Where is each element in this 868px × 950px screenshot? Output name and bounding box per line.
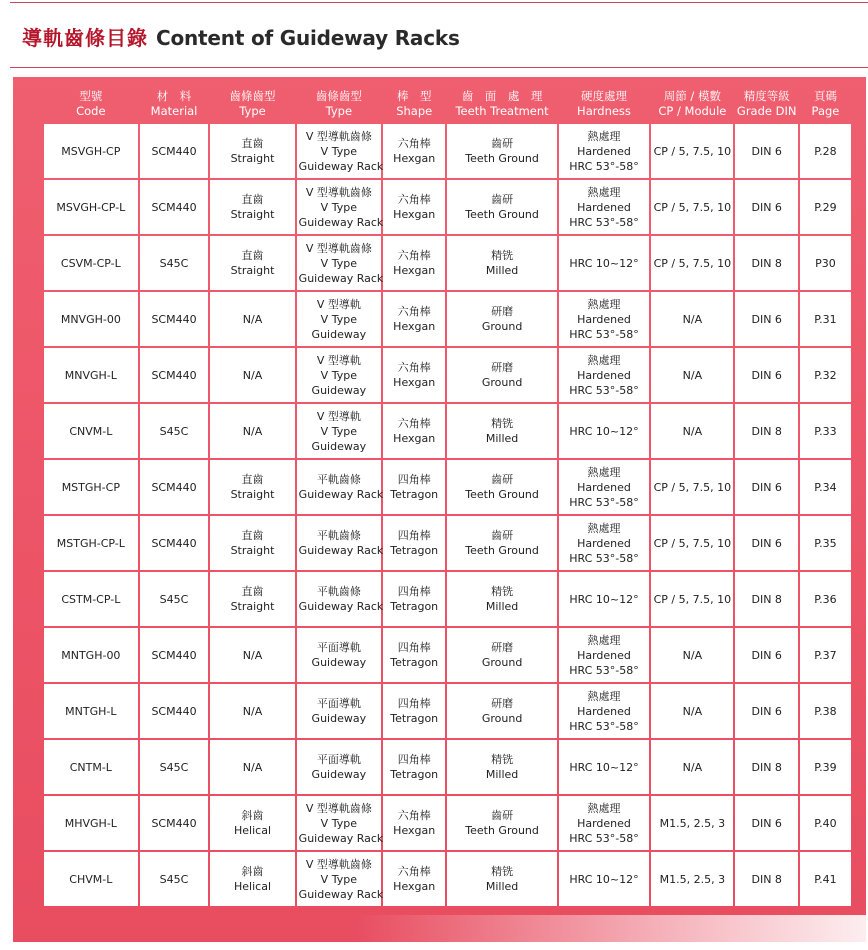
cell-shape: 六角棒 Hexgan	[383, 236, 445, 290]
cell-shape: 四角棒 Tetragon	[383, 516, 445, 570]
table-row	[44, 572, 851, 626]
cell-type: N/A	[210, 628, 294, 682]
page-title	[22, 22, 460, 51]
cell-grade-din: DIN 6	[735, 516, 797, 570]
cell-cp-module: N/A	[651, 348, 733, 402]
cell-code: CNVM-L	[44, 404, 138, 458]
header-hardness: 硬度處理 Hardness	[577, 89, 631, 118]
cell-shape: 四角棒 Tetragon	[383, 572, 445, 626]
cell-cp-module: N/A	[651, 404, 733, 458]
cell-cp-module: N/A	[651, 292, 733, 346]
cell-rack-type: 平面導軌 Guideway	[297, 684, 381, 738]
cell-code: CNTM-L	[44, 740, 138, 794]
cell-material: S45C	[140, 236, 209, 290]
table-row	[44, 796, 851, 850]
cell-code: CSVM-CP-L	[44, 236, 138, 290]
table-row	[44, 180, 851, 234]
cell-material: SCM440	[140, 684, 209, 738]
cell-page: P.32	[800, 348, 851, 402]
cell-rack-type: 平面導軌 Guideway	[297, 628, 381, 682]
cell-grade-din: DIN 6	[735, 460, 797, 514]
cell-type: 斜齒 Helical	[210, 796, 294, 850]
cell-teeth-treatment: 精铣 Milled	[447, 740, 556, 794]
table-row	[44, 852, 851, 906]
cell-cp-module: N/A	[651, 628, 733, 682]
cell-rack-type: V 型導軌齒條 V Type Guideway Rack	[297, 180, 381, 234]
cell-grade-din: DIN 6	[735, 292, 797, 346]
cell-type: N/A	[210, 404, 294, 458]
cell-teeth-treatment: 精铣 Milled	[447, 572, 556, 626]
cell-code: MHVGH-L	[44, 796, 138, 850]
cell-hardness: HRC 10~12°	[559, 572, 650, 626]
cell-cp-module: CP / 5, 7.5, 10	[651, 180, 733, 234]
cell-shape: 六角棒 Hexgan	[383, 796, 445, 850]
cell-cp-module: CP / 5, 7.5, 10	[651, 236, 733, 290]
cell-material: SCM440	[140, 348, 209, 402]
header-cp-module: 周節 / 模數 CP / Module	[658, 89, 727, 118]
cell-page: P.34	[800, 460, 851, 514]
cell-code: CHVM-L	[44, 852, 138, 906]
header-material: 材 料 Material	[150, 89, 198, 118]
cell-cp-module: N/A	[651, 684, 733, 738]
cell-shape: 六角棒 Hexgan	[383, 180, 445, 234]
cell-cp-module: M1.5, 2.5, 3	[651, 852, 733, 906]
cell-material: S45C	[140, 740, 209, 794]
cell-grade-din: DIN 8	[735, 236, 797, 290]
guideway-racks-table	[42, 84, 853, 908]
cell-code: MSVGH-CP	[44, 124, 138, 178]
cell-type: N/A	[210, 292, 294, 346]
header-grade-din: 精度等級 Grade DIN	[736, 89, 797, 118]
cell-material: SCM440	[140, 796, 209, 850]
cell-code: MSVGH-CP-L	[44, 180, 138, 234]
cell-type: 直齒 Straight	[210, 572, 294, 626]
cell-rack-type: V 型導軌齒條 V Type Guideway Rack	[297, 124, 381, 178]
cell-page: P.37	[800, 628, 851, 682]
cell-cp-module: M1.5, 2.5, 3	[651, 796, 733, 850]
cell-type: N/A	[210, 684, 294, 738]
table-row	[44, 348, 851, 402]
cell-grade-din: DIN 8	[735, 852, 797, 906]
cell-shape: 六角棒 Hexgan	[383, 852, 445, 906]
cell-type: 直齒 Straight	[210, 460, 294, 514]
cell-teeth-treatment: 齒研 Teeth Ground	[447, 460, 556, 514]
cell-page: P.36	[800, 572, 851, 626]
table-row	[44, 516, 851, 570]
cell-teeth-treatment: 齒研 Teeth Ground	[447, 796, 556, 850]
cell-cp-module: CP / 5, 7.5, 10	[651, 460, 733, 514]
title-divider	[10, 67, 868, 68]
title-chinese: 導軌齒條目錄	[22, 26, 148, 50]
cell-teeth-treatment: 齒研 Teeth Ground	[447, 124, 556, 178]
cell-hardness: HRC 10~12°	[559, 236, 650, 290]
cell-hardness: 熱處理 Hardened HRC 53°-58°	[559, 684, 650, 738]
cell-rack-type: V 型導軌齒條 V Type Guideway Rack	[297, 236, 381, 290]
cell-rack-type: V 型導軌齒條 V Type Guideway Rack	[297, 852, 381, 906]
cell-shape: 四角棒 Tetragon	[383, 460, 445, 514]
header-teeth-treatment: 齒 面 處 理 Teeth Treatment	[455, 89, 549, 118]
cell-page: P.31	[800, 292, 851, 346]
cell-grade-din: DIN 6	[735, 796, 797, 850]
cell-teeth-treatment: 精铣 Milled	[447, 852, 556, 906]
cell-hardness: 熱處理 Hardened HRC 53°-58°	[559, 516, 650, 570]
cell-type: N/A	[210, 348, 294, 402]
cell-code: MSTGH-CP-L	[44, 516, 138, 570]
cell-grade-din: DIN 8	[735, 572, 797, 626]
title-english: Content of Guideway Racks	[156, 26, 460, 50]
header-code: 型號 Code	[76, 89, 106, 118]
cell-type: 直齒 Straight	[210, 516, 294, 570]
cell-shape: 四角棒 Tetragon	[383, 740, 445, 794]
cell-teeth-treatment: 研磨 Ground	[447, 684, 556, 738]
cell-page: P30	[800, 236, 851, 290]
table-row	[44, 740, 851, 794]
table-row	[44, 628, 851, 682]
header-page: 頁碼 Page	[811, 89, 840, 118]
cell-hardness: HRC 10~12°	[559, 404, 650, 458]
cell-cp-module: CP / 5, 7.5, 10	[651, 124, 733, 178]
cell-rack-type: 平軌齒條 Guideway Rack	[297, 516, 381, 570]
cell-rack-type: V 型導軌齒條 V Type Guideway Rack	[297, 796, 381, 850]
cell-shape: 四角棒 Tetragon	[383, 628, 445, 682]
cell-cp-module: CP / 5, 7.5, 10	[651, 516, 733, 570]
cell-page: P.41	[800, 852, 851, 906]
cell-shape: 四角棒 Tetragon	[383, 684, 445, 738]
table-row	[44, 684, 851, 738]
cell-material: SCM440	[140, 516, 209, 570]
cell-page: P.29	[800, 180, 851, 234]
cell-type: 斜齒 Helical	[210, 852, 294, 906]
cell-material: SCM440	[140, 292, 209, 346]
cell-hardness: 熱處理 Hardened HRC 53°-58°	[559, 796, 650, 850]
cell-material: S45C	[140, 572, 209, 626]
cell-hardness: 熱處理 Hardened HRC 53°-58°	[559, 628, 650, 682]
cell-teeth-treatment: 齒研 Teeth Ground	[447, 516, 556, 570]
cell-type: 直齒 Straight	[210, 180, 294, 234]
cell-code: MNTGH-00	[44, 628, 138, 682]
cell-material: S45C	[140, 852, 209, 906]
cell-cp-module: N/A	[651, 740, 733, 794]
cell-rack-type: V 型導軌 V Type Guideway	[297, 348, 381, 402]
cell-page: P.40	[800, 796, 851, 850]
cell-type: 直齒 Straight	[210, 124, 294, 178]
cell-hardness: 熱處理 Hardened HRC 53°-58°	[559, 124, 650, 178]
cell-grade-din: DIN 8	[735, 740, 797, 794]
cell-shape: 六角棒 Hexgan	[383, 292, 445, 346]
cell-page: P.38	[800, 684, 851, 738]
top-divider	[10, 2, 868, 3]
cell-grade-din: DIN 6	[735, 180, 797, 234]
cell-code: MNVGH-00	[44, 292, 138, 346]
cell-material: SCM440	[140, 628, 209, 682]
cell-grade-din: DIN 8	[735, 404, 797, 458]
cell-code: MNTGH-L	[44, 684, 138, 738]
cell-shape: 六角棒 Hexgan	[383, 124, 445, 178]
cell-hardness: 熱處理 Hardened HRC 53°-58°	[559, 180, 650, 234]
header-shape: 棒 型 Shape	[396, 89, 433, 118]
cell-shape: 六角棒 Hexgan	[383, 404, 445, 458]
cell-grade-din: DIN 6	[735, 348, 797, 402]
cell-teeth-treatment: 研磨 Ground	[447, 628, 556, 682]
cell-page: P.33	[800, 404, 851, 458]
cell-type: N/A	[210, 740, 294, 794]
cell-material: S45C	[140, 404, 209, 458]
cell-teeth-treatment: 齒研 Teeth Ground	[447, 180, 556, 234]
cell-hardness: 熱處理 Hardened HRC 53°-58°	[559, 460, 650, 514]
cell-teeth-treatment: 研磨 Ground	[447, 348, 556, 402]
cell-material: SCM440	[140, 460, 209, 514]
cell-material: SCM440	[140, 124, 209, 178]
cell-teeth-treatment: 研磨 Ground	[447, 292, 556, 346]
cell-page: P.35	[800, 516, 851, 570]
table-row	[44, 292, 851, 346]
cell-code: MSTGH-CP	[44, 460, 138, 514]
table-row	[44, 460, 851, 514]
cell-grade-din: DIN 6	[735, 628, 797, 682]
cell-rack-type: 平軌齒條 Guideway Rack	[297, 572, 381, 626]
cell-teeth-treatment: 精铣 Milled	[447, 404, 556, 458]
cell-hardness: 熱處理 Hardened HRC 53°-58°	[559, 348, 650, 402]
cell-grade-din: DIN 6	[735, 684, 797, 738]
table-row	[44, 124, 851, 178]
cell-rack-type: V 型導軌 V Type Guideway	[297, 292, 381, 346]
cell-teeth-treatment: 精铣 Milled	[447, 236, 556, 290]
header-row	[44, 86, 851, 122]
cell-page: P.28	[800, 124, 851, 178]
cell-rack-type: 平面導軌 Guideway	[297, 740, 381, 794]
header-rack-type: 齒條齒型 Type	[315, 89, 362, 118]
table-row	[44, 236, 851, 290]
cell-rack-type: V 型導軌 V Type Guideway	[297, 404, 381, 458]
cell-code: CSTM-CP-L	[44, 572, 138, 626]
cell-hardness: HRC 10~12°	[559, 852, 650, 906]
cell-shape: 六角棒 Hexgan	[383, 348, 445, 402]
cell-hardness: HRC 10~12°	[559, 740, 650, 794]
cell-cp-module: CP / 5, 7.5, 10	[651, 572, 733, 626]
header-type: 齒條齒型 Type	[229, 89, 276, 118]
cell-page: P.39	[800, 740, 851, 794]
cell-type: 直齒 Straight	[210, 236, 294, 290]
cell-code: MNVGH-L	[44, 348, 138, 402]
cell-hardness: 熱處理 Hardened HRC 53°-58°	[559, 292, 650, 346]
cell-grade-din: DIN 6	[735, 124, 797, 178]
cell-material: SCM440	[140, 180, 209, 234]
cell-rack-type: 平軌齒條 Guideway Rack	[297, 460, 381, 514]
table-row	[44, 404, 851, 458]
